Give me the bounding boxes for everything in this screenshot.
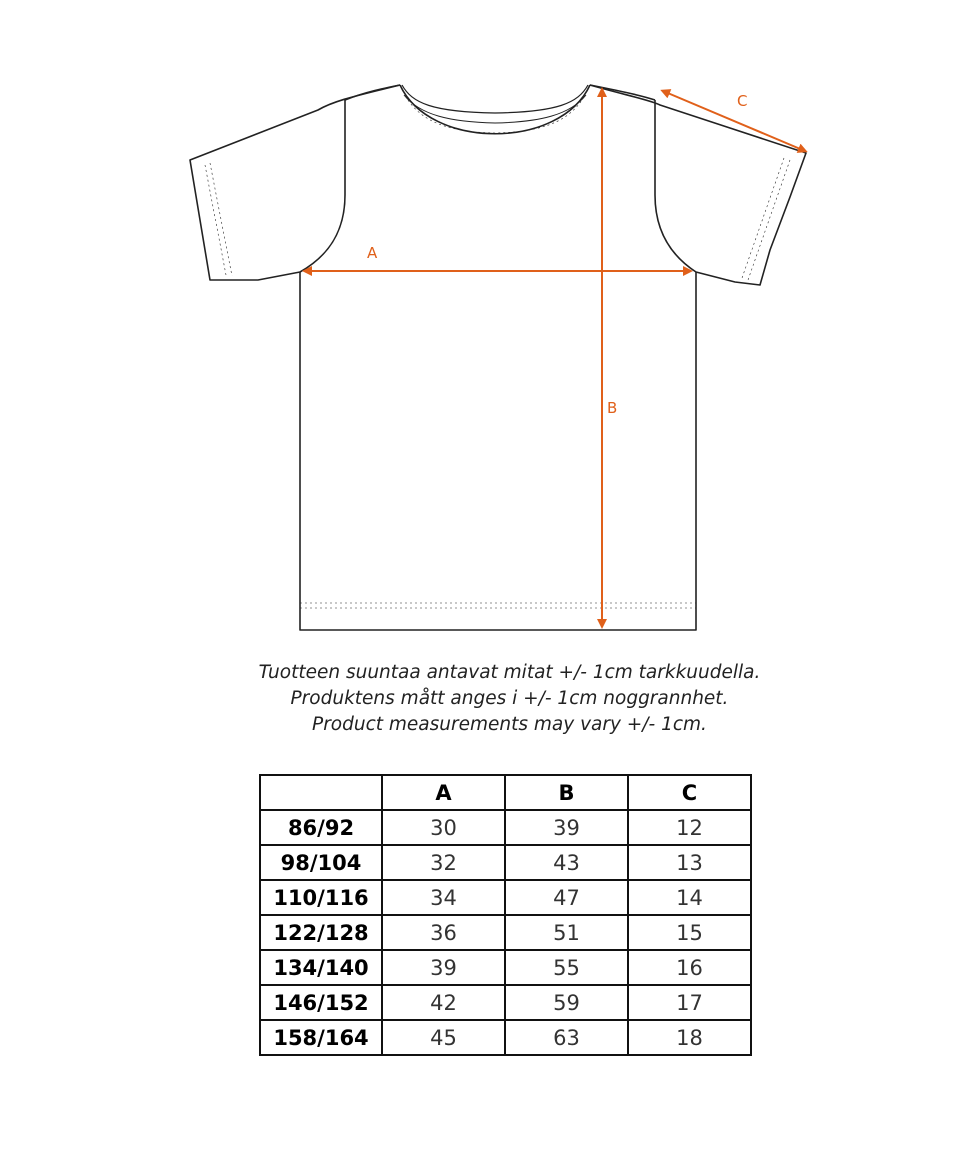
note-finnish: Tuotteen suuntaa antavat mitat +/- 1cm tarkkuudella. bbox=[258, 662, 761, 683]
table-row bbox=[260, 915, 751, 950]
row-size: 110/116 bbox=[260, 880, 382, 915]
cell-b: 39 bbox=[505, 810, 628, 845]
table-row bbox=[260, 880, 751, 915]
cell-a: 45 bbox=[382, 1020, 505, 1055]
row-size: 122/128 bbox=[260, 915, 382, 950]
row-size: 86/92 bbox=[260, 810, 382, 845]
cell-b: 47 bbox=[505, 880, 628, 915]
cell-c: 15 bbox=[628, 915, 751, 950]
collar-inner bbox=[402, 85, 588, 113]
cell-c: 14 bbox=[628, 880, 751, 915]
row-size: 158/164 bbox=[260, 1020, 382, 1055]
measurement-arrows bbox=[305, 90, 805, 626]
note-swedish: Produktens mått anges i +/- 1cm noggrannhet. bbox=[290, 688, 729, 709]
cell-c: 16 bbox=[628, 950, 751, 985]
row-size: 98/104 bbox=[260, 845, 382, 880]
table-header-row bbox=[260, 775, 751, 810]
table-row bbox=[260, 1020, 751, 1055]
cell-a: 30 bbox=[382, 810, 505, 845]
size-chart-table bbox=[259, 774, 752, 1056]
cell-a: 39 bbox=[382, 950, 505, 985]
tshirt-outline bbox=[190, 85, 806, 630]
header-a: A bbox=[382, 775, 505, 810]
cell-a: 34 bbox=[382, 880, 505, 915]
table-row bbox=[260, 810, 751, 845]
left-sleeve-hem-stitch-2 bbox=[210, 163, 232, 276]
table-corner-cell bbox=[260, 775, 382, 810]
right-sleeve-hem-stitch-2 bbox=[742, 158, 784, 278]
row-size: 134/140 bbox=[260, 950, 382, 985]
label-a: A bbox=[367, 244, 378, 262]
right-shoulder bbox=[590, 85, 655, 100]
right-sleeve bbox=[590, 85, 806, 285]
cell-b: 43 bbox=[505, 845, 628, 880]
cell-b: 55 bbox=[505, 950, 628, 985]
cell-c: 12 bbox=[628, 810, 751, 845]
cell-c: 18 bbox=[628, 1020, 751, 1055]
table-row bbox=[260, 985, 751, 1020]
cell-b: 51 bbox=[505, 915, 628, 950]
cell-c: 17 bbox=[628, 985, 751, 1020]
cell-c: 13 bbox=[628, 845, 751, 880]
header-c: C bbox=[628, 775, 751, 810]
collar-stitch bbox=[408, 100, 582, 133]
note-english: Product measurements may vary +/- 1cm. bbox=[312, 714, 707, 735]
cell-a: 32 bbox=[382, 845, 505, 880]
table-row bbox=[260, 845, 751, 880]
arrow-c bbox=[663, 91, 805, 151]
row-size: 146/152 bbox=[260, 985, 382, 1020]
cell-a: 36 bbox=[382, 915, 505, 950]
tshirt-body bbox=[300, 272, 696, 630]
cell-b: 59 bbox=[505, 985, 628, 1020]
left-sleeve-hem-stitch bbox=[205, 165, 226, 275]
label-b: B bbox=[607, 399, 618, 417]
label-c: C bbox=[737, 92, 748, 110]
table-row bbox=[260, 950, 751, 985]
header-b: B bbox=[505, 775, 628, 810]
measurement-notes bbox=[0, 660, 980, 738]
cell-b: 63 bbox=[505, 1020, 628, 1055]
right-sleeve-hem-stitch bbox=[748, 160, 790, 280]
cell-a: 42 bbox=[382, 985, 505, 1020]
collar-outer bbox=[400, 85, 590, 134]
